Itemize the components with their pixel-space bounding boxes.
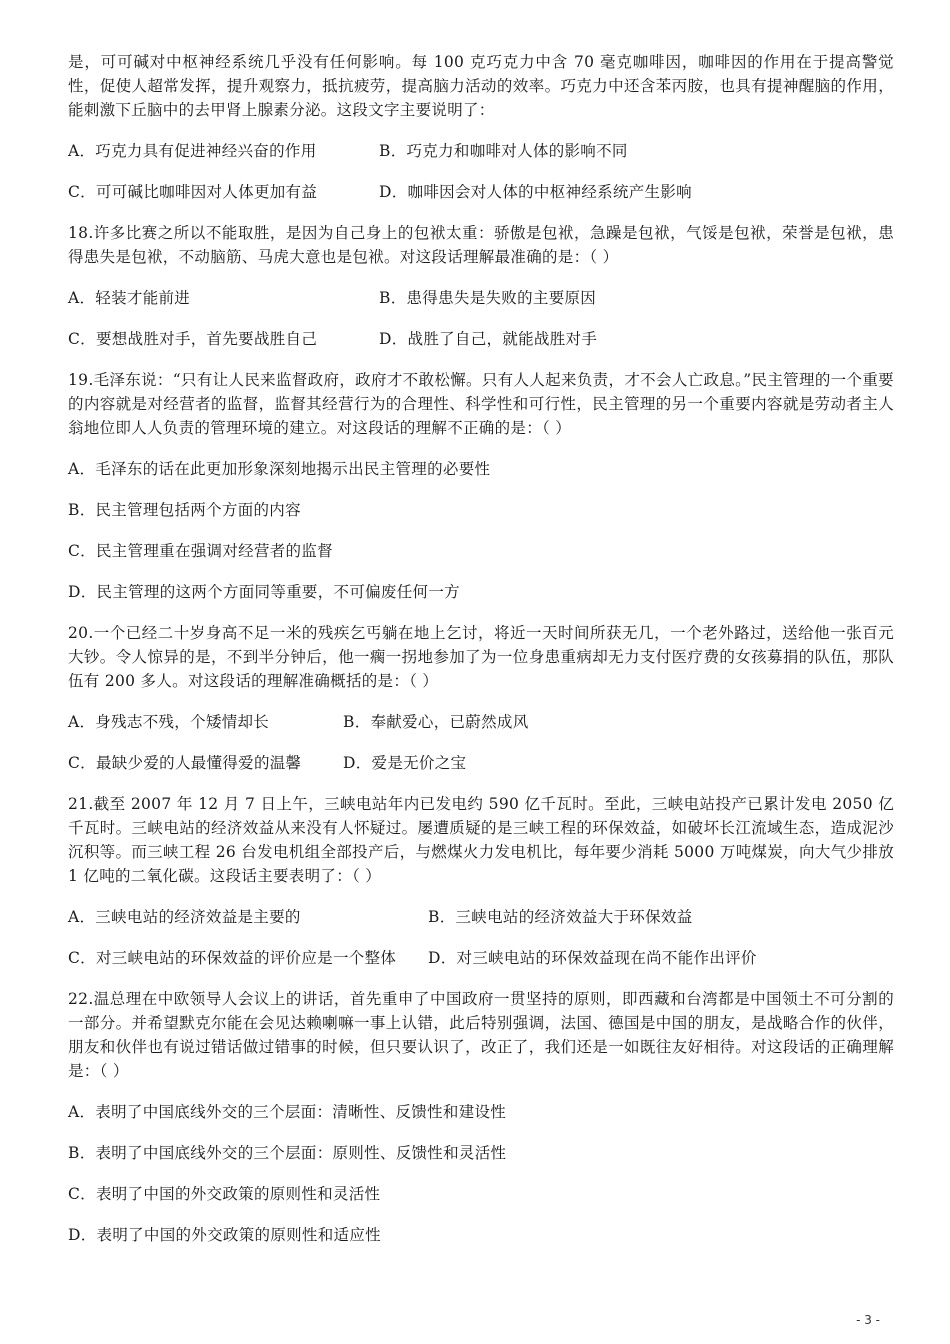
option-21-b: B．三峡电站的经济效益大于环保效益 xyxy=(428,908,693,926)
question-18 xyxy=(68,221,894,351)
question-20-options-ab xyxy=(68,710,894,734)
option-20-d: D．爱是无价之宝 xyxy=(343,754,467,772)
question-22 xyxy=(68,987,894,1247)
option-21-d: D．对三峡电站的环保效益现在尚不能作出评价 xyxy=(428,949,757,967)
question-21-stem: 21.截至 2007 年 12 月 7 日上午，三峡电站年内已发电约 590 亿千瓦时。至此，三峡电站投产已累计发电 2050 亿千瓦时。三峡电站的经济效益从来没有人怀疑过。屡遭质疑的是三峡工程的环保效益，如破坏长江流域生态，造成泥沙沉积等。而三峡工程 26 台发电机组全部投产后，与燃煤火力发电机比，每年要少消耗 5000 万吨煤炭，向大气少排放 1 亿吨的二氧化碳。这段话主要表明了：（ ） xyxy=(68,795,894,885)
question-20-stem: 20.一个已经二十岁身高不足一米的残疾乞丐躺在地上乞讨，将近一天时间所获无几，一个老外路过，送给他一张百元大钞。令人惊异的是，不到半分钟后，他一瘸一拐地参加了为一位身患重病却无力支付医疗费的女孩募捐的队伍，那队伍有 200 多人。对这段话的理解准确概括的是：（ ） xyxy=(68,624,894,690)
option-18-b: B．患得患失是失败的主要原因 xyxy=(379,289,597,307)
option-22-d-row xyxy=(68,1223,894,1247)
option-19-b: B．民主管理包括两个方面的内容 xyxy=(68,501,301,519)
option-17-a: A．巧克力具有促进神经兴奋的作用 xyxy=(68,142,317,160)
option-19-c: C．民主管理重在强调对经营者的监督 xyxy=(68,542,333,560)
option-19-b-row xyxy=(68,498,894,522)
question-18-options-cd xyxy=(68,327,894,351)
option-20-c: C．最缺少爱的人最懂得爱的温馨 xyxy=(68,754,302,772)
exam-page xyxy=(68,50,894,1247)
question-21-options-cd xyxy=(68,946,894,970)
question-18-options-ab xyxy=(68,286,894,310)
option-22-b: B．表明了中国底线外交的三个层面：原则性、反馈性和灵活性 xyxy=(68,1144,507,1162)
option-21-c: C．对三峡电站的环保效益的评价应是一个整体 xyxy=(68,949,397,967)
question-17-options-ab xyxy=(68,139,894,163)
option-17-b: B．巧克力和咖啡对人体的影响不同 xyxy=(379,142,628,160)
question-22-stem: 22.温总理在中欧领导人会议上的讲话，首先重申了中国政府一贯坚持的原则，即西藏和台湾都是中国领土不可分割的一部分。并希望默克尔能在会见达赖喇嘛一事上认错，此后特别强调，法国、德国是中国的朋友，是战略合作的伙伴，朋友和伙伴也有说过错话做过错事的时候，但只要认识了，改正了，我们还是一如既往友好相待。对这段话的正确理解是：（ ） xyxy=(68,990,894,1080)
option-21-a: A．三峡电站的经济效益是主要的 xyxy=(68,908,301,926)
option-19-a-row xyxy=(68,457,894,481)
option-22-b-row xyxy=(68,1141,894,1165)
question-17 xyxy=(68,50,894,204)
question-17-options-cd xyxy=(68,180,894,204)
option-22-d: D．表明了中国的外交政策的原则性和适应性 xyxy=(68,1226,381,1244)
option-18-c: C．要想战胜对手，首先要战胜自己 xyxy=(68,330,318,348)
option-18-d: D．战胜了自己，就能战胜对手 xyxy=(379,330,598,348)
option-19-d: D．民主管理的这两个方面同等重要，不可偏废任何一方 xyxy=(68,583,460,601)
question-21-options-ab xyxy=(68,905,894,929)
option-22-c: C．表明了中国的外交政策的原则性和灵活性 xyxy=(68,1185,381,1203)
option-20-b: B．奉献爱心，已蔚然成风 xyxy=(343,713,529,731)
question-20-options-cd xyxy=(68,751,894,775)
option-17-c: C．可可碱比咖啡因对人体更加有益 xyxy=(68,183,318,201)
option-20-a: A．身残志不残，个矮情却长 xyxy=(68,713,270,731)
question-17-stem: 是，可可碱对中枢神经系统几乎没有任何影响。每 100 克巧克力中含 70 毫克咖啡因，咖啡因的作用在于提高警觉性，促使人超常发挥，提升观察力，抵抗疲劳，提高脑力活动的效率。巧克力中还含苯丙胺，也具有提神醒脑的作用，能刺激下丘脑中的去甲肾上腺素分泌。这段文字主要说明了： xyxy=(68,53,894,119)
option-19-c-row xyxy=(68,539,894,563)
question-19-stem: 19.毛泽东说：“只有让人民来监督政府，政府才不敢松懈。只有人人起来负责，才不会人亡政息。”民主管理的一个重要的内容就是对经营者的监督，监督其经营行为的合理性、科学性和可行性，民主管理的另一个重要内容就是劳动者主人翁地位即人人负责的管理环境的建立。对这段话的理解不正确的是：（ ） xyxy=(68,371,894,437)
option-22-a: A．表明了中国底线外交的三个层面：清晰性、反馈性和建设性 xyxy=(68,1103,507,1121)
option-22-a-row xyxy=(68,1100,894,1124)
page-number: - 3 - xyxy=(856,1313,880,1327)
option-19-d-row xyxy=(68,580,894,604)
option-22-c-row xyxy=(68,1182,894,1206)
option-17-d: D．咖啡因会对人体的中枢神经系统产生影响 xyxy=(379,183,692,201)
option-18-a: A．轻装才能前进 xyxy=(68,289,191,307)
question-19 xyxy=(68,368,894,604)
option-19-a: A．毛泽东的话在此更加形象深刻地揭示出民主管理的必要性 xyxy=(68,460,491,478)
question-21 xyxy=(68,792,894,970)
question-20 xyxy=(68,621,894,775)
question-18-stem: 18.许多比赛之所以不能取胜，是因为自己身上的包袱太重：骄傲是包袱，急躁是包袱，气馁是包袱，荣誉是包袱，患得患失是包袱，不动脑筋、马虎大意也是包袱。对这段话理解最准确的是：（ ） xyxy=(68,224,894,266)
